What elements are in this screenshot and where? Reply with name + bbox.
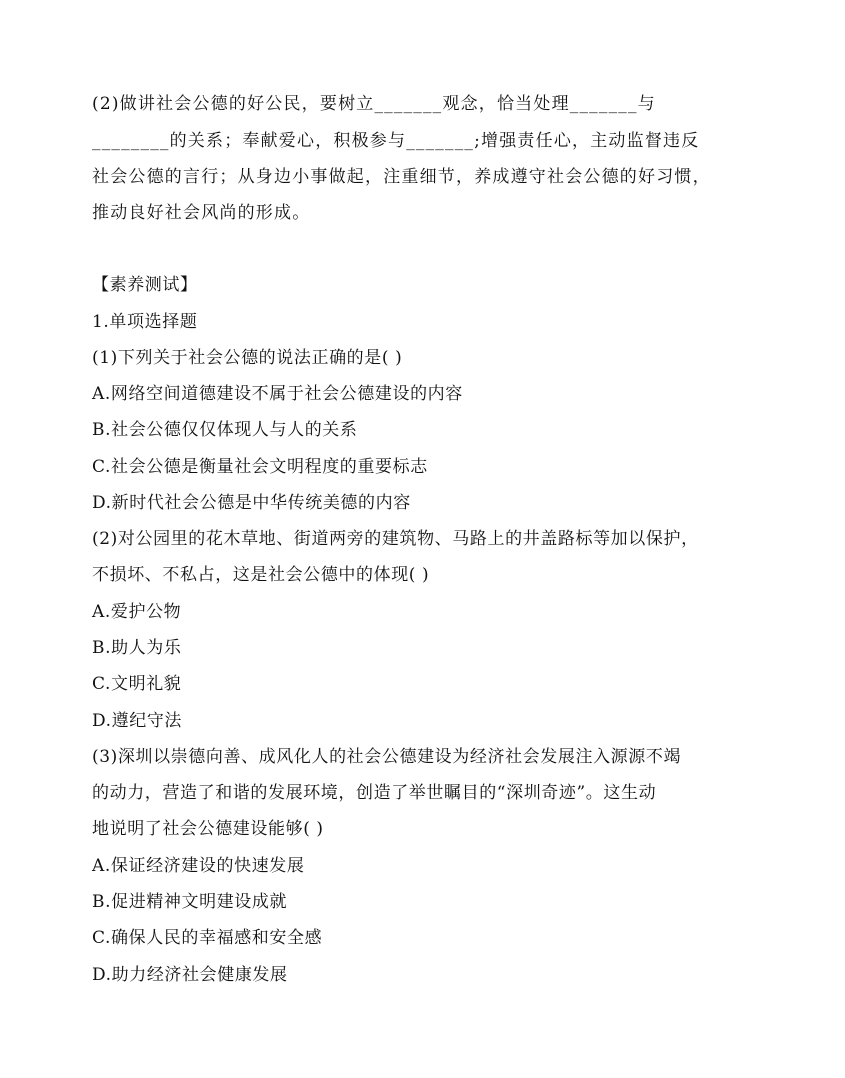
intro-line-4: 推动良好社会风尚的形成。 bbox=[92, 203, 311, 223]
question-1-option-b: B.社会公德仅仅体现人与人的关系 bbox=[92, 420, 358, 440]
question-2-stem-line-1: (2)对公园里的花木草地、街道两旁的建筑物、马路上的井盖路标等加以保护， bbox=[92, 529, 699, 549]
question-3-stem-line-1: (3)深圳以崇德向善、成风化人的社会公德建设为经济社会发展注入源源不竭 bbox=[92, 747, 682, 767]
intro-line-2: ________的关系；奉献爱心，积极参与_______;增强责任心，主动监督违反 bbox=[92, 131, 700, 151]
question-2-stem-line-2: 不损坏、不私占，这是社会公德中的体现( ) bbox=[92, 565, 430, 585]
section-title: 【素养测试】 bbox=[92, 275, 198, 295]
question-3-option-c: C.确保人民的幸福感和安全感 bbox=[92, 928, 323, 948]
intro-line-1: (2)做讲社会公德的好公民，要树立_______观念，恰当处理_______与 bbox=[92, 94, 656, 114]
question-3-stem-line-3: 地说明了社会公德建设能够( ) bbox=[92, 819, 324, 839]
question-2-option-a: A.爱护公物 bbox=[92, 602, 182, 622]
question-3-option-b: B.促进精神文明建设成就 bbox=[92, 892, 288, 912]
question-3-option-a: A.保证经济建设的快速发展 bbox=[92, 856, 305, 876]
question-3-stem-line-2: 的动力，营造了和谐的发展环境，创造了举世瞩目的“深圳奇迹”。这生动 bbox=[92, 783, 657, 803]
question-1-option-d: D.新时代社会公德是中华传统美德的内容 bbox=[92, 493, 411, 513]
question-1-option-c: C.社会公德是衡量社会文明程度的重要标志 bbox=[92, 457, 428, 477]
question-3-option-d: D.助力经济社会健康发展 bbox=[92, 965, 288, 985]
question-2-option-d: D.遵纪守法 bbox=[92, 711, 183, 731]
question-1-stem: (1)下列关于社会公德的说法正确的是( ) bbox=[92, 348, 403, 368]
intro-line-3: 社会公德的言行；从身边小事做起，注重细节，养成遵守社会公德的好习惯， bbox=[92, 167, 711, 187]
question-1-option-a: A.网络空间道德建设不属于社会公德建设的内容 bbox=[92, 384, 463, 404]
section-heading: 1.单项选择题 bbox=[92, 312, 198, 332]
question-2-option-c: C.文明礼貌 bbox=[92, 674, 182, 694]
question-2-option-b: B.助人为乐 bbox=[92, 638, 182, 658]
